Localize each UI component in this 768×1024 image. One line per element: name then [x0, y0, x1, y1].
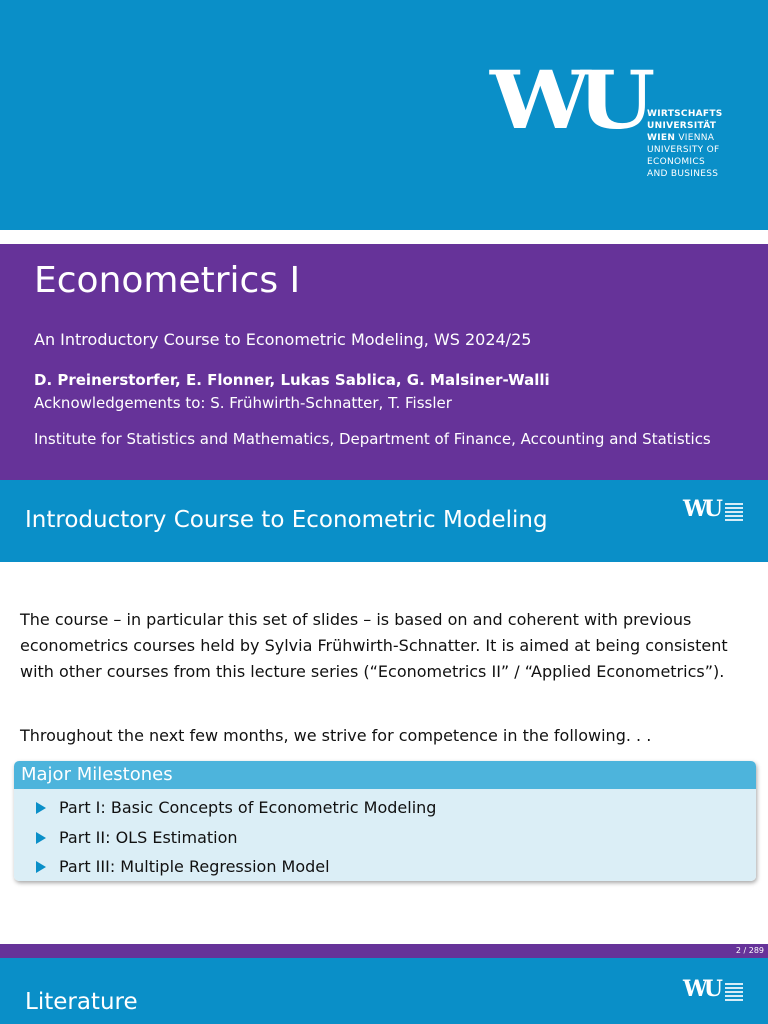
wu-mini-logo-letters: WU [683, 976, 719, 1002]
wu-mini-logo-lines [725, 983, 743, 1003]
wu-logo-line: WIRTSCHAFTS [647, 109, 723, 119]
page-number: 2 / 289 [735, 946, 764, 955]
wu-logo-line: WIEN VIENNA [647, 133, 715, 143]
wu-logo-line: UNIVERSITY OF [647, 145, 720, 155]
title-logo-band [0, 0, 768, 230]
footer-bar [0, 944, 768, 958]
wu-mini-logo [683, 496, 743, 526]
authors: D. Preinerstorfer, E. Flonner, Lukas Sablica, G. Malsiner-Walli [34, 371, 550, 389]
wu-logo [490, 53, 730, 190]
list-item [14, 793, 756, 823]
wu-logo-letters: WU [490, 53, 642, 147]
slide-title: Introductory Course to Econometric Modeling [25, 507, 548, 533]
list-item-label: Part I: Basic Concepts of Econometric Modeling [59, 798, 437, 817]
intro-paragraph: The course – in particular this set of slides – is based on and coherent with previous econometrics courses held by Sylvia Frühwirth-Schnatter. It is aimed at being consistent with other courses from this lecture series (“Econometrics II” / “Applied Econometrics”). [20, 610, 728, 681]
wu-logo-line: AND BUSINESS [647, 169, 719, 179]
wu-mini-logo [683, 976, 743, 1006]
bullet-triangle-icon [36, 832, 46, 844]
divider-strip [0, 230, 768, 244]
institute: Institute for Statistics and Mathematics, Department of Finance, Accounting and Statistics [34, 430, 711, 448]
presentation-subtitle: An Introductory Course to Econometric Modeling, WS 2024/25 [34, 330, 532, 349]
list-item [14, 823, 756, 853]
competence-paragraph: Throughout the next few months, we strive for competence in the following. . . [20, 726, 652, 745]
block-body [14, 789, 756, 881]
list-item [14, 852, 756, 881]
bullet-triangle-icon [36, 802, 46, 814]
wu-logo-text [647, 108, 723, 180]
title-band [0, 244, 768, 480]
slide-header [0, 958, 768, 1024]
presentation-title: Econometrics I [34, 260, 301, 301]
list-item-label: Part II: OLS Estimation [59, 827, 238, 847]
milestones-block [14, 761, 756, 881]
wu-mini-logo-letters: WU [683, 496, 719, 522]
wu-logo-line: UNIVERSITÄT [647, 121, 717, 131]
wu-mini-logo-lines [725, 503, 743, 523]
wu-logo-line: ECONOMICS [647, 157, 705, 167]
list-item-label: Part III: Multiple Regression Model [59, 857, 330, 876]
block-title: Major Milestones [14, 761, 756, 789]
slide-title: Literature [25, 989, 138, 1015]
slide-header [0, 480, 768, 562]
acknowledgements: Acknowledgements to: S. Frühwirth-Schnatter, T. Fissler [34, 394, 452, 412]
bullet-triangle-icon [36, 861, 46, 873]
